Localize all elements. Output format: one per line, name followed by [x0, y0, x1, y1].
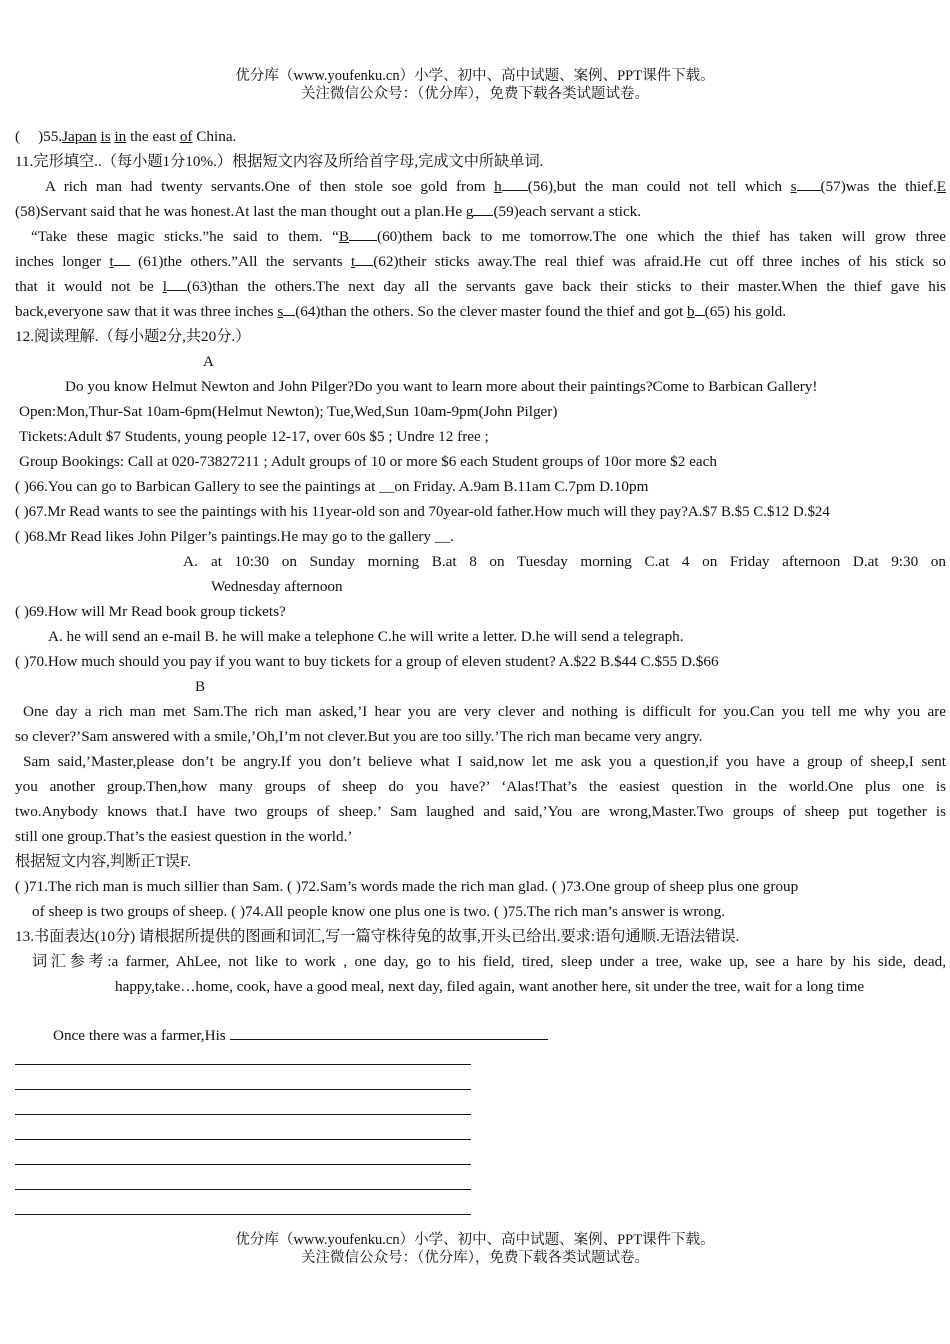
footer-line-2: 关注微信公众号：（优分库），免费下载各类试题试卷。	[301, 1250, 649, 1266]
blank-65[interactable]: b	[687, 303, 695, 320]
blank-64[interactable]: s	[277, 303, 284, 320]
cloze-text: A rich man had twenty servants.One of then stole soe gold from	[45, 178, 486, 195]
blank-56[interactable]: h	[494, 178, 502, 195]
question-68-options-cont: Wednesday afternoon	[211, 578, 343, 595]
blank-57-line	[797, 176, 821, 191]
passage-b-line-6: still one group.That’s the easiest question in the world.’	[15, 828, 353, 845]
header-line-2: 关注微信公众号：（优分库），免费下载各类试题试卷。	[301, 86, 649, 102]
writing-answer-line-6[interactable]	[15, 1189, 471, 1190]
blank-60-line	[349, 226, 377, 241]
writing-answer-line-3[interactable]	[15, 1114, 471, 1115]
question-67: ( )67.Mr Read wants to see the paintings with his 11year-old son and 70year-old father.How much will they pay?A.$7 B.$5 C.$12 D.$24	[15, 504, 830, 520]
passage-b-text: One day a rich man met Sam.The rich man asked,’I hear you are very clever and nothing is difficult for you.Can you tell me why you are	[23, 703, 946, 720]
question-66: ( )66.You can go to Barbican Gallery to see the paintings at __on Friday. A.9am B.11am C.7pm D.10pm	[15, 478, 649, 495]
passage-b-line-3	[15, 750, 946, 775]
judge-questions-line-2: of sheep is two groups of sheep. ( )74.All people know one plus one is two. ( )75.The rich man’s answer is wrong.	[32, 903, 726, 920]
cloze-text: (57)was the thief.	[820, 178, 937, 195]
blank-59[interactable]: g	[465, 203, 474, 220]
cloze-line-3	[15, 225, 946, 250]
footer-line-1: 优分库（www.youfenku.cn）小学、初中、高中试题、案例、PPT课件下载。	[235, 1232, 715, 1248]
writing-answer-line-4[interactable]	[15, 1139, 471, 1140]
cloze-text: “Take these magic sticks.”he said to them. “	[31, 228, 339, 245]
cloze-line-4	[15, 250, 946, 275]
q55-word-japan: Japan	[62, 128, 97, 145]
vocab-line-2: happy,take…home, cook, have a good meal, next day, filed again, want another here, sit under the tree, wait for a long time	[115, 978, 865, 995]
passage-b-text: Sam said,’Master,please don’t be angry.If you don’t believe what I said,now let me ask you a question,if you have a group of sheep,I sent	[23, 753, 946, 770]
writing-answer-line-0[interactable]	[230, 1025, 548, 1040]
cloze-line-1	[15, 175, 946, 200]
passage-a-tickets: Tickets:Adult $7 Students, young people 12-17, over 60s $5 ; Undre 12 free ;	[19, 428, 489, 445]
q55-word-of: of	[179, 128, 193, 145]
cloze-text: back,everyone saw that it was three inches	[15, 303, 274, 320]
blank-56-line	[502, 176, 528, 191]
question-69: ( )69.How will Mr Read book group tickets?	[15, 603, 286, 620]
blank-61[interactable]: t	[109, 253, 114, 270]
writing-start	[53, 1024, 946, 1049]
passage-a-open: Open:Mon,Thur-Sat 10am-6pm(Helmut Newton); Tue,Wed,Sun 10am-9pm(John Pilger)	[19, 403, 558, 420]
page-footer	[0, 1231, 950, 1267]
q55-word-in: in	[114, 128, 127, 145]
cloze-text: (63)than the others.The next day all the servants gave back their sticks to their master.When the thief gave his	[186, 278, 947, 295]
passage-b-line-2: so clever?’Sam answered with a smile,’Oh,I’m not clever.But you are too silly.’The rich man became very angry.	[15, 728, 703, 745]
q55-number: )55.	[38, 128, 63, 145]
writing-answer-line-1[interactable]	[15, 1064, 471, 1065]
cloze-line-6	[15, 300, 946, 325]
passage-b-label: B	[195, 678, 206, 695]
question-70: ( )70.How much should you pay if you want to buy tickets for a group of eleven student? A.$22 B.$44 C.$55 D.$66	[15, 653, 719, 670]
blank-65-line	[695, 301, 705, 316]
header-line-1: 优分库（www.youfenku.cn）小学、初中、高中试题、案例、PPT课件下载。	[235, 68, 715, 84]
blank-63[interactable]: l	[162, 278, 167, 295]
q55-text: the east	[130, 128, 177, 145]
cloze-text: (65) his gold.	[704, 303, 787, 320]
writing-answer-line-5[interactable]	[15, 1164, 471, 1165]
blank-63-line	[167, 276, 187, 291]
writing-answer-line-7[interactable]	[15, 1214, 471, 1215]
q55-end: China.	[196, 128, 237, 145]
question-68-option-a-label: A.	[183, 553, 198, 570]
passage-a-label: A	[203, 353, 214, 370]
cloze-text: (59)each servant a stick.	[493, 203, 642, 220]
blank-57[interactable]: s	[790, 178, 797, 195]
passage-a-group: Group Bookings: Call at 020-73827211 ; Adult groups of 10 or more $6 each Student groups of 10or more $2 each	[19, 453, 717, 470]
blank-62[interactable]: t	[351, 253, 356, 270]
judge-questions-line-1: ( )71.The rich man is much sillier than Sam. ( )72.Sam’s words made the rich man glad. ( )73.One group of sheep plus one group	[15, 878, 799, 895]
blank-61-line	[114, 251, 130, 266]
cloze-text: inches longer	[15, 253, 102, 270]
blank-64-line	[283, 301, 295, 316]
passage-a-intro: Do you know Helmut Newton and John Pilger?Do you want to learn more about their paintings?Come to Barbican Gallery!	[65, 378, 818, 395]
vocab-line-1: 词汇参考:a farmer, AhLee, not like to work , one day, go to his field, tired, sleep under a tree, wake up, see a hare by his side, dead,	[32, 953, 946, 970]
blank-60[interactable]: B	[338, 228, 350, 245]
cloze-text: (56),but the man could not tell which	[527, 178, 782, 195]
cloze-text: (58)Servant said that he was honest.At last the man thought out a plan.He	[15, 203, 463, 220]
cloze-text: (62)their sticks away.The real thief was afraid.He cut off three inches of his stick so	[373, 253, 947, 270]
passage-b-line-5: two.Anybody knows that.I have two groups of sheep.’ Sam laughed and said,’You are wrong,Master.Two groups of sheep put together is	[15, 803, 946, 820]
section-13-title: 13.书面表达(10分) 请根据所提供的图画和词汇,写一篇守株待兔的故事,开头已给出.要求:语句通顺.无语法错误.	[15, 928, 740, 945]
judge-instruction: 根据短文内容,判断正T误F.	[15, 853, 191, 870]
blank-58[interactable]: E	[936, 178, 947, 195]
passage-b-line-1	[15, 700, 946, 725]
writing-answer-line-2[interactable]	[15, 1089, 471, 1090]
cloze-line-2	[15, 200, 946, 225]
cloze-text: (60)them back to me tomorrow.The one which the thief has taken will grow three	[377, 228, 946, 245]
blank-62-line	[355, 251, 373, 266]
cloze-text: (64)than the others. So the clever master found the thief and got	[295, 303, 684, 320]
passage-b-line-4: you another group.Then,how many groups of sheep do you have?’ ‘Alas!That’s the easiest question in the world.One plus one is	[15, 778, 946, 795]
question-68-options: at 10:30 on Sunday morning B.at 8 on Tuesday morning C.at 4 on Friday afternoon D.at 9:30 on	[211, 553, 946, 570]
cloze-text: (61)the others.”All the servants	[138, 253, 343, 270]
question-69-options: A. he will send an e-mail B. he will make a telephone C.he will write a letter. D.he will send a telegraph.	[48, 628, 684, 645]
section-12-title: 12.阅读理解.（每小题2分,共20分.）	[15, 328, 251, 345]
blank-59-line	[473, 201, 493, 216]
question-68: ( )68.Mr Read likes John Pilger’s paintings.He may go to the gallery __.	[15, 528, 454, 545]
cloze-line-5	[15, 275, 946, 300]
section-11-title: 11.完形填空..（每小题1分10%.）根据短文内容及所给首字母,完成文中所缺单词.	[15, 153, 544, 170]
page-header	[0, 67, 950, 103]
cloze-text: that it would not be	[15, 278, 154, 295]
q55-word-is: is	[100, 128, 111, 145]
question-55	[15, 125, 946, 150]
q55-paren: (	[15, 128, 21, 145]
writing-start-text: Once there was a farmer,His	[53, 1027, 226, 1044]
